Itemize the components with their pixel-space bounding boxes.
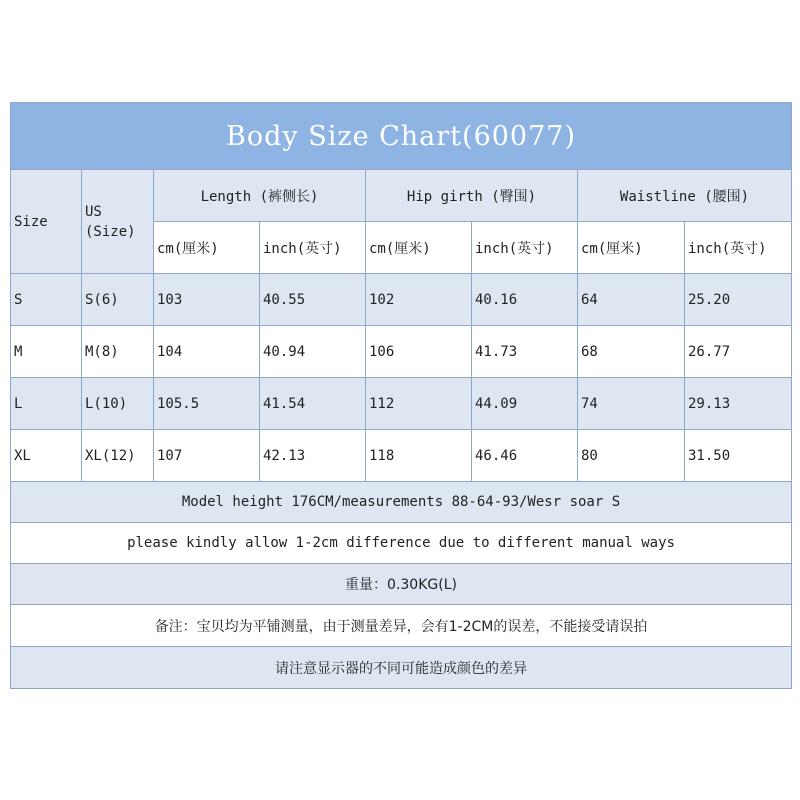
cell-length-cm: 104 — [154, 326, 260, 378]
header-us-size-label: US (Size) — [85, 203, 136, 240]
header-length-inch: inch(英寸) — [260, 222, 366, 274]
size-chart-table — [10, 102, 792, 689]
cell-waist-cm: 64 — [578, 274, 685, 326]
cell-waist-inch: 26.77 — [685, 326, 792, 378]
cell-us-size: L(10) — [82, 378, 154, 430]
header-hip-cm: cm(厘米) — [366, 222, 472, 274]
header-hip-inch: inch(英寸) — [472, 222, 578, 274]
header-waistline: Waistline (腰围) — [578, 170, 792, 222]
note-monitor-color: 请注意显示器的不同可能造成颜色的差异 — [11, 647, 792, 689]
cell-length-cm: 103 — [154, 274, 260, 326]
cell-hip-inch: 40.16 — [472, 274, 578, 326]
cell-waist-inch: 31.50 — [685, 430, 792, 482]
header-waist-cm: cm(厘米) — [578, 222, 685, 274]
note-row — [11, 523, 792, 564]
table-row — [11, 430, 792, 482]
note-difference: please kindly allow 1-2cm difference due to different manual ways — [11, 523, 792, 564]
cell-us-size: M(8) — [82, 326, 154, 378]
cell-length-inch: 40.94 — [260, 326, 366, 378]
note-row — [11, 647, 792, 689]
note-row — [11, 564, 792, 605]
cell-hip-inch: 46.46 — [472, 430, 578, 482]
header-waist-inch: inch(英寸) — [685, 222, 792, 274]
note-row — [11, 482, 792, 523]
note-row — [11, 605, 792, 647]
cell-hip-cm: 118 — [366, 430, 472, 482]
header-hip-girth: Hip girth (臀围) — [366, 170, 578, 222]
cell-size: XL — [11, 430, 82, 482]
table-row — [11, 378, 792, 430]
chart-title: Body Size Chart(60077) — [11, 103, 792, 170]
cell-waist-inch: 29.13 — [685, 378, 792, 430]
cell-length-inch: 42.13 — [260, 430, 366, 482]
header-length: Length (裤侧长) — [154, 170, 366, 222]
cell-size: S — [11, 274, 82, 326]
cell-length-inch: 41.54 — [260, 378, 366, 430]
cell-length-cm: 107 — [154, 430, 260, 482]
note-remark: 备注：宝贝均为平铺测量，由于测量差异，会有1-2CM的误差，不能接受请误拍 — [11, 605, 792, 647]
header-length-cm: cm(厘米) — [154, 222, 260, 274]
cell-waist-cm: 68 — [578, 326, 685, 378]
size-chart — [10, 102, 791, 689]
cell-us-size: S(6) — [82, 274, 154, 326]
table-row — [11, 326, 792, 378]
header-size: Size — [11, 170, 82, 274]
cell-hip-inch: 44.09 — [472, 378, 578, 430]
cell-length-cm: 105.5 — [154, 378, 260, 430]
header-us-size — [82, 170, 154, 274]
cell-waist-inch: 25.20 — [685, 274, 792, 326]
table-row — [11, 274, 792, 326]
cell-hip-cm: 112 — [366, 378, 472, 430]
note-model-height: Model height 176CM/measurements 88-64-93/Wesr soar S — [11, 482, 792, 523]
cell-us-size: XL(12) — [82, 430, 154, 482]
cell-size: L — [11, 378, 82, 430]
cell-waist-cm: 80 — [578, 430, 685, 482]
cell-size: M — [11, 326, 82, 378]
note-weight: 重量：0.30KG(L) — [11, 564, 792, 605]
cell-waist-cm: 74 — [578, 378, 685, 430]
cell-hip-inch: 41.73 — [472, 326, 578, 378]
cell-length-inch: 40.55 — [260, 274, 366, 326]
cell-hip-cm: 106 — [366, 326, 472, 378]
cell-hip-cm: 102 — [366, 274, 472, 326]
